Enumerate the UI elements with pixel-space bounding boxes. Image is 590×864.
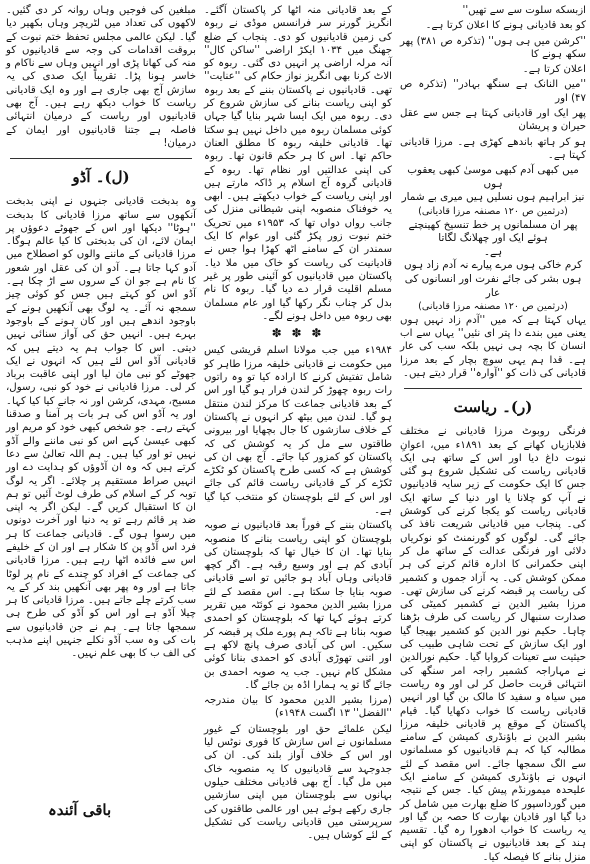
text-block: کو بعد قادیانی ہونے کا اعلان کرتا ہے۔	[425, 20, 586, 32]
poem-line: نیز ابراہیم ہوں نسلیں ہیں میری بے شمار	[401, 191, 585, 204]
poem-line: ہوں بشر کی جائے نفرت اور انسانوں کی عار	[404, 273, 582, 299]
stars-separator: ✽ ✽ ✽	[271, 326, 325, 341]
poem-reference: (درثمین ص ۱۲۰ مصنفہ مرزا قادیانی)	[418, 206, 568, 218]
paragraph: کے بعد قادیانی منہ اٹھا کر پاکستان آگئے۔ انگریز گورنر سر فرانسس موڈی نے ربوہ کی زمین قادیانیوں کو دی۔ پنجاب کے ضلع جھنگ میں ۱۰۳۴ ایکڑ اراضی ''ساکن کال'' آنہ مرلہ اراضی پر انہیں دی گئی۔ ربوہ کو الاٹ کرنا بھی انگریز نواز حکام کی ''عنایت'' تھی۔ قادیانیوں نے پاکستان بننے کے بعد ربوہ کو اپنی ریاست بنانے کی سازش شروع کر دی۔ ربوہ میں ایک ایسا شہر بنایا گیا جہاں کوئی مسلمان ربوہ میں داخل نہیں ہو سکتا تھا۔ قادیانی خلیفہ ربوہ کا مطلق العنان حاکم تھا۔ اس کا ہر حکم قانون تھا۔ ربوہ کی اپنی عدالتیں اور نظام تھا۔ ربوہ کے قادیانی گروہ آج اسلام پر ڈاکہ مارتے ہیں اور اپنی ریاست کے خواب دیکھتے ہیں۔ ابھی یہ خوفناک منصوبہ اپنی شیطانی منزل کی جانب رواں دواں تھا کہ ۱۹۵۳ء میں تحریک ختم نبوت زور پکڑ گئی اور عوام کا ایک سمندر ان کے سامنے اٹھ کھڑا ہوا جس نے قادیانیت کی ریاست کو خاک میں ملا دیا۔ پاکستان میں قادیانیوں کو آئینی طور پر غیر مسلم اقلیت قرار دے دیا گیا۔ ربوہ کا نام بدل کر چناب نگر رکھا گیا اور عام مسلمان بھی ربوہ میں داخل ہونے لگے۔	[204, 5, 392, 322]
column-middle	[204, 4, 392, 842]
poem-reference: (درثمین ص ۱۲۰ مصنفہ مرزا قادیانی)	[418, 301, 568, 313]
quote-reference: (مرزا بشیر الدین محمود کا بیان مندرجہ ''الفضل'' ۱۳ اگست ۱۹۴۸ء)	[204, 695, 392, 720]
section-divider	[404, 388, 582, 389]
paragraph: وہ بدبخت قادیانی جنہوں نے اپنی بدبخت آنکھوں سے ساتھ مرزا قادیانی کا بدبخت ''ہوٹا'' دیکھا اور اس کے جھوٹے دعوؤں پر ایمان لائے، ان کی بدبختی کا کیا عالم ہوگا۔ مرزا قادیانی کے ماننے والوں کو اصطلاح میں آدو کہا جاتا ہے۔ آدو ان کی عقل اور شعور کا نام ہے جو ان کے سروں سے اڑ چکا ہے۔ آڈو اس کو کہتے ہیں جس کو کوئی چیز سمجھ نہ آئے۔ یہ لوگ بھی آنکھیں ہونے کے باوجود اندھے ہیں اور کان ہونے کے باوجود بہرے ہیں۔ انہیں حق کی آواز سنائی نہیں دیتی۔ اس کا جواب ہم یہ دیتے ہیں کہ قادیانی آڈو اس لئے ہیں کہ انہوں نے ایک جھوٹے کو نبی مان لیا اور اپنی عاقبت برباد کر لی۔ مرزا قادیانی نے خود کو نبی، رسول، مسیح، مہدی، کرشن اور نہ جانے کیا کیا کہا۔ اور یہ آڈو اس کی ہر بات پر آمنا و صدقنا کہتے رہے۔ جو شخص کبھی خود کو مریم اور کبھی عیسیٰ کہے اس کو نبی ماننے والے آڈو نہیں تو اور کیا ہیں۔ ہم اللہ تعالیٰ سے دعا کرتے ہیں کہ وہ ان آڈوؤں کو ہدایت دے اور انہیں صراط مستقیم پر چلائے۔ اگر یہ لوگ توبہ کر کے اسلام کی طرف لوٹ آئیں تو ہم ان کا استقبال کریں گے۔ لیکن اگر یہ اپنی ضد پر قائم رہے تو یہ دنیا اور آخرت دونوں میں رسوا ہوں گے۔ قادیانی جماعت کا ہر فرد اس آڈو پن کا شکار ہے اور ان کے خلیفے اس سے فائدہ اٹھا رہے ہیں۔ مرزا قادیانی کی جماعت کے افراد کو چندے کے نام پر لوٹا جاتا ہے اور وہ پھر بھی آنکھیں بند کر کے یہ سب کرتے چلے جاتے ہیں۔ مرزا قادیانی کا ہر چیلا آڈو ہے اور اس کو آڈو کی طرح ہی سمجھا جاتا ہے۔ ہم نے جن قادیانیوں سے بات کی وہ سب آڈو نکلے جنہیں اپنے مذہب کی الف ب کا بھی علم نہیں۔	[6, 196, 196, 660]
paragraph: پاکستان بننے کے فوراً بعد قادیانیوں نے صوبہ بلوچستان کو اپنی ریاست بنانے کا منصوبہ بنایا تھا۔ ان کا خیال تھا کہ بلوچستان کی آبادی کم ہے اور وسیع رقبہ ہے۔ اگر کچھ قادیانی وہاں آباد ہو جائیں تو اسے قادیانی صوبہ بنایا جا سکتا ہے۔ اس مقصد کے لئے مرزا بشیر الدین محمود نے کوئٹہ میں تقریر کرتے ہوئے کہا تھا کہ بلوچستان کو احمدی صوبہ بنانا ہے تاکہ ہم پورے ملک پر قبضہ کر سکیں۔ اس کی آبادی صرف پانچ لاکھ ہے اور اتنی تھوڑی آبادی کو احمدی بنانا کوئی مشکل کام نہیں۔ جب یہ صوبہ احمدی بن جائے گا تو یہ ہمارا اڈہ بن جائے گا۔	[204, 520, 392, 691]
paragraph: ۱۹۸۴ء میں جب مولانا اسلم قریشی کیس میں حکومت نے قادیانی خلیفہ مرزا طاہر کو شامل تفتیش کرنے کا ارادہ کیا تو وہ راتوں رات ربوہ چھوڑ کر لندن فرار ہو گیا اور اس کے بعد قادیانی جماعت کا مرکز لندن منتقل ہو گیا۔ لندن میں بیٹھ کر انہوں نے پاکستان کے خلاف سازشوں کا جال بچھایا اور بیرونی طاقتوں سے مل کر یہ کوشش کی کہ پاکستان کو کمزور کیا جائے۔ آج بھی ان کی کوشش ہے کہ کسی طرح پاکستان کو ٹکڑے ٹکڑے کر کے قادیانی ریاست قائم کی جائے اور اس کے لئے بلوچستان کو منتخب کیا گیا ہے۔	[204, 345, 392, 516]
column-right	[400, 4, 586, 863]
paragraph: یہاں کہتا ہے کہ میں ''آدم زاد نہیں ہوں یعنی میں بندے دا پتر ای نئیں'' یہاں سے اب انسان کا بچہ ہی نہیں بلکہ سب کی عار ہے۔ قدا ہم یہی سوچ بچار کے بعد مرزا قادیانی کی ذات کو ''آوارہ'' قرار دیتے ہیں۔	[400, 314, 586, 379]
paragraph: مبلغین کی فوجیں وہاں روانہ کر دی گئیں۔ لاکھوں کی تعداد میں لٹریچر وہاں بکھیر دیا گیا۔ لیکن عالمی مجلس تحفظ ختم نبوت کے بروقت اقدامات کی وجہ سے قادیانیوں کو منہ کی کھانا پڑی اور انہیں وہاں سے ناکام و خاسر ہونا پڑا۔ تقریباً ایک صدی کی یہ سازش آج بھی جاری ہے اور وہ ایک قادیانی ریاست کا خواب دیکھ رہے ہیں۔ آج بھی قادیانیوں اور ریاست کے درمیان انتہائی فاصلہ ہے جتنا قادیانیوں اور ایمان کے درمیان!	[6, 5, 196, 149]
text-block: پھر ایک اور قادیانی کہتا ہے جس سے عقل حیران و پریشان	[400, 108, 586, 133]
poem-line: میں کبھی آدم کبھی موسیٰ کبھی یعقوب ہوں	[407, 164, 579, 190]
text-block: ہو کر ہاتھ باندھے کھڑی ہے۔ مرزا قادیانی کہتا ہے۔	[400, 136, 586, 161]
poem-line: ہے۔	[483, 245, 503, 258]
continued-label: باقی آئندہ	[48, 801, 112, 819]
text-block: اعلان کرتا ہے۔	[522, 64, 586, 76]
column-left	[6, 4, 196, 794]
text-block: ازبسکه سلوت سے سے تھیں''	[462, 5, 586, 16]
paragraph: فرنگی روبوٹ مرزا قادیانی نے مختلف فلابازیاں کھانے کے بعد ۱۸۹۱ء میں، اعوانِ نبوت داغ دیا اور اس کے ساتھ ہی ایک قادیانی ریاست کی تشکیل شروع ہو گئی جس کا ایک حکومت کے زیر سایہ قادیانیوں نے آپ کو چلانا یا اور دنیا کے ساتھ ایک قادیانی ریاست کو یکجا کرنے کی کوشش کی۔ پنجاب میں قادیانی شریعت نافذ کی جائے گی۔ لوگوں کو گورنمنٹ کو نوکریاں دلائی اور فرنگی عدالت کے ساتھ مل کر اپنی حکمرانی کا ادارہ قائم کرنے کی ہر ممکن کوشش کی۔ یہ آزاد جموں و کشمیر کی ریاست پر قبضہ کرنے کی سازش تھی۔ مرزا بشیر الدین نے کشمیر کمیٹی کی صدارت سنبھال کر ریاست کی طرف بڑھنا چاہا۔ حکیم نور الدین کو کشمیر بھیجا گیا اور ایک سازش کے تحت شاہی طبیب کی حیثیت سے تعینات کروایا گیا۔ حکیم نورالدین نے مہاراجہ کشمیر راجہ امر سنگھ کی انتہائی قربت حاصل کر لی اور وہ ریاست میں سیاہ و سفید کا مالک بن گیا اور انہیں قادیانی ریاست کا خواب دکھایا گیا۔ قیام پاکستان کے موقع پر قادیانی خلیفہ مرزا بشیر الدین نے باؤنڈری کمیشن کے سامنے مطالبہ کیا کہ ہم قادیانیوں کو مسلمانوں سے الگ سمجھا جائے۔ اس مقصد کے لئے انہوں نے باؤنڈری کمیشن کے سامنے ایک علیحدہ میمورنڈم پیش کیا۔ جس کے نتیجہ میں گورداسپور کا ضلع بھارت میں شامل کر دیا گیا اور قادیان بھارت کا حصہ بن گیا اور یہ ریاست کا خواب ادھورا رہ گیا۔ تقسیم ہند کے بعد قادیانیوں نے پاکستان کو اپنی منزل بنانے کا فیصلہ کیا۔	[400, 426, 586, 863]
poem-line: پھر ان مسلمانوں پر خط تنسیخ کھینچتے ہوئے ایک اور چھلانگ لگاتا	[408, 218, 578, 245]
poem-block	[400, 164, 586, 314]
poem-line: کرم خاکی ہوں مرے پیارے نہ آدم زاد ہوں	[403, 259, 583, 272]
text-block: ''میں النانک ہے سنگھ بہادر'' (تذکرہ ص ۴۷) اور	[400, 79, 586, 104]
section-heading: (ر)۔ ریاست	[453, 398, 533, 417]
section-heading: (ل)۔ آڈو	[72, 168, 130, 187]
paragraph: لیکن علمائے حق اور بلوچستان کے غیور مسلمانوں نے اس سازش کا فوری نوٹس لیا اور اس کے خلاف آواز بلند کی۔ ان کی جدوجہد سے قادیانیوں کا یہ منصوبہ خاک میں مل گیا۔ آج بھی قادیانی مختلف حیلوں بہانوں سے بلوچستان میں اپنی سازشیں جاری رکھے ہوئے ہیں اور عالمی طاقتوں کی سرپرستی میں قادیانی ریاست کی تشکیل کے لئے کوشاں ہیں۔	[204, 723, 392, 842]
text-block: ''کرشن میں ہی ہوں'' (تذکرہ ص ۳۸۱) پھر سکھ ہونے کا	[400, 35, 586, 60]
section-divider	[10, 158, 192, 159]
